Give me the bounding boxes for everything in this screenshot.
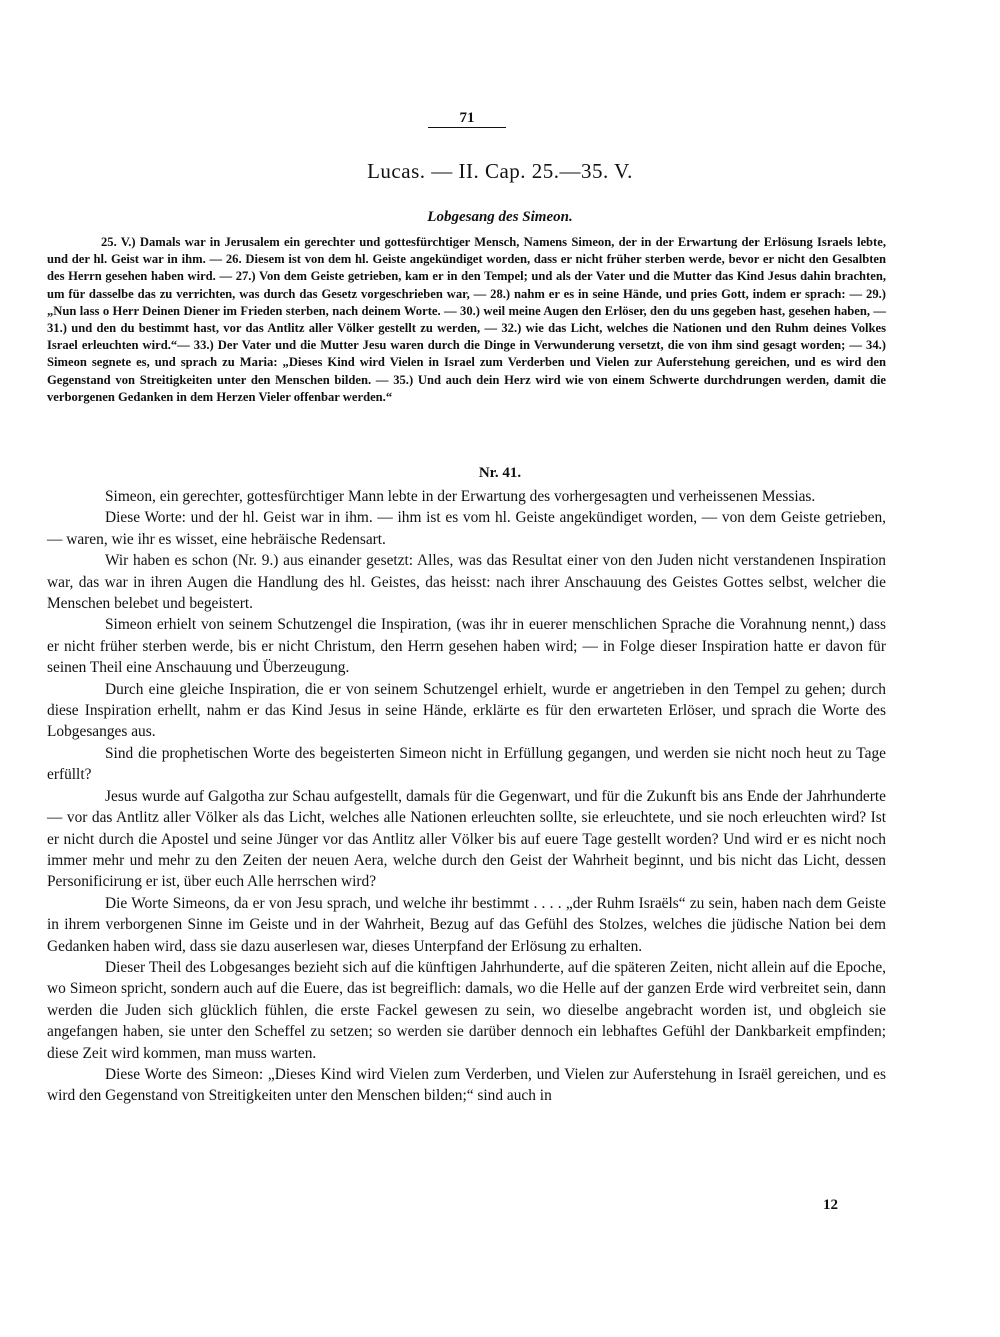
paragraph-1: Simeon, ein gerechter, gottesfürchtiger Mann lebte in der Erwartung des vorhergesagten und verheissenen Messias. bbox=[105, 488, 816, 505]
paragraph-10: Diese Worte des Simeon: „Dieses Kind wird Vielen zum Verderben, und Vielen zur Auferstehung in Israël gereichen, und es wird den Gegenstand von Streitigkeiten unter den Menschen bilden;“ sind auch in bbox=[47, 1065, 886, 1105]
paragraph-2: Diese Worte: und der hl. Geist war in ihm. — ihm ist es vom hl. Geiste angekündiget worden, — von dem Geiste getrieben, — waren, wie ihr es wisset, eine hebräische Redensart. bbox=[47, 509, 886, 548]
paragraph-9: Dieser Theil des Lobgesanges bezieht sich auf die künftigen Jahrhunderte, auf die späteren Zeiten, nicht allein auf die Epoche, wo Simeon spricht, sondern auch auf die Euere, das ist begreiflich: damals, wo die Helle auf der ganzen Erde wird verbreitet sein, dann werden die Juden sich glücklich fühlen, die erste Fackel gewesen zu sein, wo dieselbe angebracht worden ist, und obgleich sie angefangen haben, sie unter den Scheffel zu setzen; so werden sie darüber dennoch ein lebhaftes Gefühl der Dankbarkeit empfinden; diese Zeit wird kommen, man muss warten. bbox=[47, 958, 886, 1062]
paragraph-6: Sind die prophetischen Worte des begeisterten Simeon nicht in Erfüllung gegangen, und werden sie nicht noch heut zu Tage erfüllt? bbox=[47, 744, 886, 784]
commentary-number-heading: Nr. 41. bbox=[478, 465, 522, 481]
scripture-passage bbox=[47, 234, 886, 406]
paragraph-4: Simeon erhielt von seinem Schutzengel die Inspiration, (was ihr in euerer menschlichen Sprache die Vorahnung nennt,) dass er nicht früher sterben werde, bis er nicht Christum, den Herrn gesehen haben wird; — in Folge dieser Inspiration hatte er davon für seinen Theil eine Anschauung und Überzeugung. bbox=[47, 616, 886, 677]
chapter-title: Lucas. — II. Cap. 25.—35. V. bbox=[367, 159, 633, 183]
paragraph-5: Durch eine gleiche Inspiration, die er von seinem Schutzengel erhielt, wurde er angetrieben in den Tempel zu gehen; durch diese Inspiration erhellt, nahm er das Kind Jesus in seine Hände, erklärte es für den erwarteten Erlöser, und sprach die Worte des Lobgesanges aus. bbox=[47, 680, 886, 741]
signature-mark: 12 bbox=[823, 1197, 838, 1213]
paragraph-8: Die Worte Simeons, da er von Jesu sprach, und welche ihr bestimmt . . . . „der Ruhm Israëls“ zu sein, haben nach dem Geiste in ihrem verborgenen Sinne im Geiste und in der Wahrheit, Bezug auf das Gefühl des Stolzes, welches die jüdische Nation bei dem Gedanken haben wird, dass sie dazu auserlesen war, dieses Unterpfand der Erlösung zu erhalten. bbox=[47, 894, 886, 955]
scripture-text: 25. V.) Damals war in Jerusalem ein gerechter und gottesfürchtiger Mensch, Namens Simeon, der in der Erwartung der Erlösung Israels lebte, und der hl. Geist war in ihm. — 26. Diesem ist von dem hl. Geiste angekündiget worden, dass er nicht früher sterben werde, bevor er nicht den Gesalbten des Herrn gesehen haben wird. — 27.) Von dem Geiste getrieben, kam er in den Tempel; und als der Vater und die Mutter das Kind Jesus dahin brachten, um für dasselbe das zu verrichten, was durch das Gesetz vorgeschrieben war, — 28.) nahm er es in seine Hände, und pries Gott, indem er sprach: — 29.) „Nun lass o Herr Deinen Diener im Frieden sterben, nach deinem Worte. — 30.) weil meine Augen den Erlöser, den du uns gegeben hast, gesehen haben, — 31.) und den du bestimmt hast, vor das Antlitz aller Völker gestellt zu werden, — 32.) wie das Licht, welches die Nationen und den Ruhm deines Volkes Israel erleuchten wird.“— 33.) Der Vater und die Mutter Jesu waren durch die Dinge in Verwunderung versetzt, die von ihm sind gesagt worden; — 34.) Simeon segnete es, und sprach zu Maria: „Dieses Kind wird Vielen in Israel zum Verderben und Vielen zur Auferstehung gereichen, und es wird den Gegenstand von Streitigkeiten unter den Menschen bilden. — 35.) Und auch dein Herz wird wie von einem Schwerte durchdrungen werden, damit die verborgenen Gedanken in dem Herzen Vieler offenbar werden.“ bbox=[47, 235, 886, 404]
page-number: 71 bbox=[428, 110, 506, 128]
section-heading: Lobgesang des Simeon. bbox=[427, 209, 573, 225]
commentary-body bbox=[47, 486, 886, 1107]
paragraph-7: Jesus wurde auf Galgotha zur Schau aufgestellt, damals für die Gegenwart, und für die Zukunft bis ans Ende der Jahrhunderte — vor das Antlitz aller Völker als das Licht, welches alle Nationen erleuchten sollte, sie erleuchtete, und sie noch erleuchten wird? Ist er nicht durch die Apostel und seine Jünger vor das Antlitz aller Völker bis auf euere Tage gestellt worden? Und wird er es nicht noch immer mehr und mehr zu den Zeiten der neuen Aera, welche durch den Geist der Wahrheit beginnt, und bis nicht das Licht, dessen Personificirung er ist, über euch Alle herrschen wird? bbox=[47, 787, 886, 891]
paragraph-3: Wir haben es schon (Nr. 9.) aus einander gesetzt: Alles, was das Resultat einer von den Juden nicht verstandenen Inspiration war, das war in ihren Augen die Handlung des hl. Geistes, das heisst: nach ihrer Anschauung des Geistes Gottes selbst, welcher die Menschen belebet und begeistert. bbox=[47, 552, 886, 613]
